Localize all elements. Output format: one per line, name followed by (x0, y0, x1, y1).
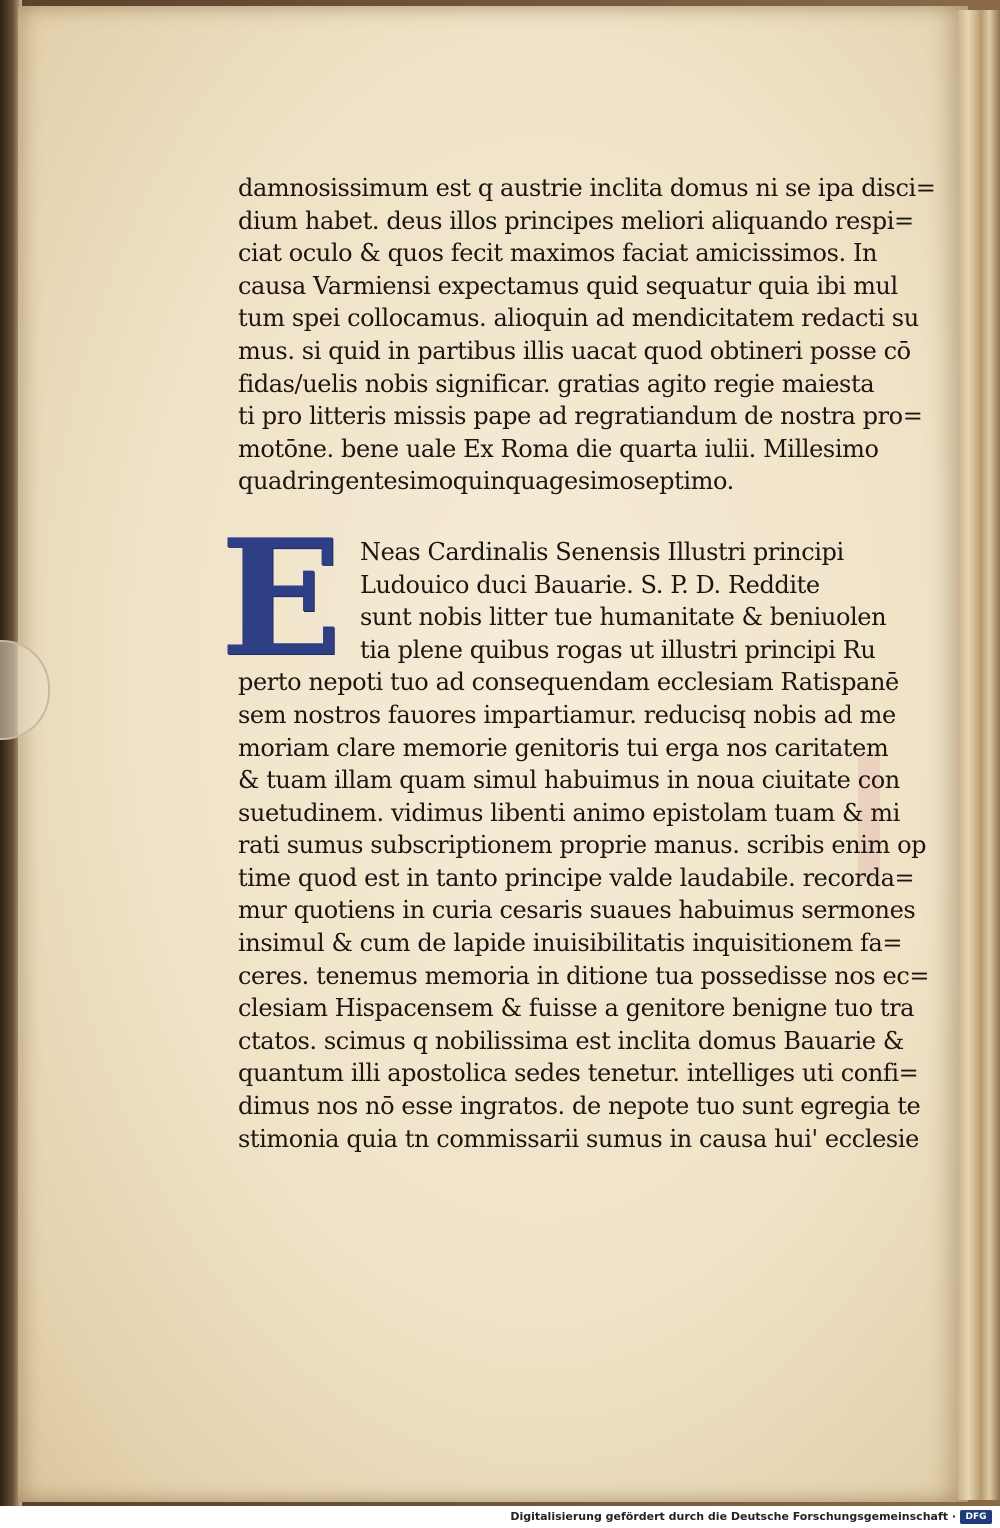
text-line: perto nepoti tuo ad consequendam ecclesiam Ratispanē (238, 668, 899, 697)
text-line: clesiam Hispacensem & fuisse a genitore benigne tuo tra (238, 994, 915, 1023)
page-stack-edge (958, 10, 1000, 1500)
footer-bar (0, 1506, 1000, 1528)
text-line: mur quotiens in curia cesaris suaues habuimus sermones (238, 896, 916, 925)
text-line: causa Varmiensi expectamus quid sequatur quia ibi mul (238, 271, 898, 300)
text-line: suetudinem. vidimus libenti animo epistolam tuam & mi (238, 798, 900, 827)
text-line: quantum illi apostolica sedes tenetur. intelliges uti confi= (238, 1059, 919, 1088)
funding-credit: Digitalisierung gefördert durch die Deutsche Forschungsgemeinschaft · (510, 1510, 956, 1523)
text-line: ctatos. scimus q nobilissima est inclita domus Bauarie & (238, 1026, 904, 1055)
paragraph-2 (220, 503, 930, 1155)
printed-text-block (220, 172, 936, 1155)
text-line: Neas Cardinalis Senensis Illustri principi (360, 537, 844, 566)
text-line: ti pro litteris missis pape ad regratiandum de nostra pro= (238, 402, 923, 431)
text-line: mus. si quid in partibus illis uacat quod obtineri posse cō (238, 336, 911, 365)
text-line: moriam clare memorie genitoris tui erga nos caritatem (238, 733, 889, 762)
text-line: insimul & cum de lapide inuisibilitatis inquisitionem fa= (238, 929, 903, 958)
text-line: dium habet. deus illos principes meliori aliquando respi= (238, 206, 914, 235)
text-line: sunt nobis litter tue humanitate & beniuolen (360, 603, 887, 632)
text-line: ceres. tenemus memoria in ditione tua possedisse nos ec= (238, 961, 930, 990)
text-line: fidas/uelis nobis significar. gratias agito regie maiesta (238, 369, 875, 398)
text-line: rati sumus subscriptionem proprie manus. scribis enim op (238, 831, 927, 860)
text-line: damnosissimum est q austrie inclita domus ni se ipa disci= (238, 174, 936, 202)
text-line: & tuam illam quam simul habuimus in noua ciuitate con (238, 766, 900, 795)
paragraph-1 (238, 172, 936, 498)
text-line: ciat oculo & quos fecit maximos faciat amicissimos. In (238, 239, 878, 268)
text-line: Ludouico duci Bauarie. S. P. D. Reddite (360, 570, 820, 599)
text-line: sem nostros fauores impartiamur. reducisq nobis ad me (238, 700, 896, 729)
dfg-logo: DFG (960, 1510, 992, 1524)
text-line: stimonia quia tn commissarii sumus in causa hui' ecclesie (238, 1124, 919, 1153)
text-line: motōne. bene uale Ex Roma die quarta iulii. Millesimo (238, 434, 879, 463)
text-line: time quod est in tanto principe valde laudabile. recorda= (238, 863, 915, 892)
text-line: tia plene quibus rogas ut illustri principi Ru (360, 635, 876, 664)
decorated-initial: E (220, 503, 342, 692)
text-line: dimus nos nō esse ingratos. de nepote tuo sunt egregia te (238, 1092, 921, 1121)
text-line: quadringentesimoquinquagesimoseptimo. (238, 467, 734, 496)
text-line: tum spei collocamus. alioquin ad mendicitatem redacti su (238, 304, 919, 333)
